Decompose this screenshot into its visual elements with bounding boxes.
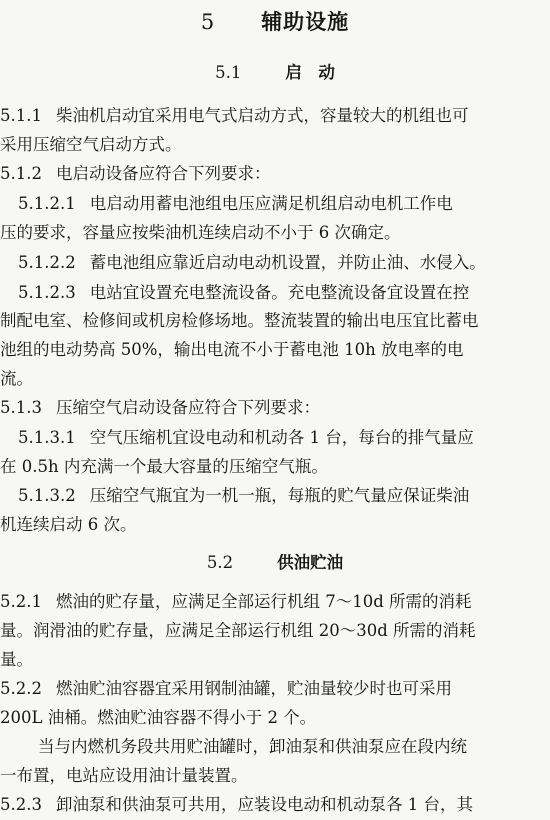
clause-5-1-2-3-line2: 制配电室、检修间或机房检修场地。整流装置的输出电压宜比蓄电	[0, 311, 479, 330]
clause-number: 5.2.2	[0, 679, 42, 698]
clause-text: 蓄电池组应靠近启动电动机设置，并防止油、水侵入。	[89, 253, 486, 272]
clause-text: 燃油的贮存量，应满足全部运行机组 7～10d 所需的消耗	[55, 592, 472, 611]
clause-5-2-2-para2-line1: 当与内燃机务段共用贮油罐时，卸油泵和供油泵应在段内统	[38, 737, 467, 756]
clause-number: 5.1.2	[0, 164, 42, 183]
clause-number: 5.1.2.1	[18, 194, 76, 213]
clause-5-2-2-para2-line2: 一布置，电站应设用油计量装置。	[0, 766, 248, 785]
section-number: 5.1	[215, 63, 242, 82]
clause-text: 压缩空气瓶宜为一机一瓶，每瓶的贮气量应保证柴油	[89, 486, 470, 505]
clause-5-2-1-line2: 量。润滑油的贮存量，应满足全部运行机组 20～30d 所需的消耗	[0, 621, 476, 640]
section-title: 启 动	[285, 63, 335, 82]
clause-number: 5.1.3.2	[18, 486, 76, 505]
clause-5-1-3	[0, 395, 540, 421]
clause-5-2-1-line1	[0, 589, 540, 615]
chapter-number: 5	[200, 10, 216, 34]
clause-text: 电站宜设置充电整流设备。充电整流设备宜设置在控	[89, 283, 470, 302]
clause-number: 5.1.2.3	[18, 283, 76, 302]
clause-5-1-3-1-line2: 在 0.5h 内充满一个最大容量的压缩空气瓶。	[0, 457, 328, 476]
clause-text: 燃油贮油容器宜采用钢制油罐，贮油量较少时也可采用	[55, 679, 452, 698]
chapter-title-text: 辅助设施	[261, 9, 350, 34]
clause-text: 柴油机启动宜采用电气式启动方式，容量较大的机组也可	[55, 106, 469, 125]
clause-text: 电启动用蓄电池组电压应满足机组启动电机工作电	[89, 194, 453, 213]
clause-text: 电启动设备应符合下列要求：	[55, 164, 271, 183]
clause-5-2-3	[0, 792, 540, 818]
clause-number: 5.2.1	[0, 592, 42, 611]
chapter-title	[0, 6, 550, 36]
clause-5-2-2-line1	[0, 676, 540, 702]
clause-5-1-2-3-line4: 流。	[0, 369, 33, 388]
section-number: 5.2	[206, 553, 234, 572]
section-heading-5-2	[0, 549, 550, 573]
clause-5-1-2-3-line1	[0, 280, 550, 306]
section-heading-5-1	[0, 59, 550, 83]
clause-text: 压缩空气启动设备应符合下列要求：	[55, 398, 320, 417]
clause-5-1-2-3-line3: 池组的电动势高 50%，输出电流不小于蓄电池 10h 放电率的电	[0, 340, 464, 359]
clause-5-1-1-line1	[0, 103, 540, 129]
clause-number: 5.1.2.2	[18, 253, 76, 272]
clause-5-1-2-1-line2: 压的要求，容量应按柴油机连续启动不小于 6 次确定。	[0, 223, 401, 242]
clause-5-1-1-line2: 采用压缩空气启动方式。	[0, 135, 182, 154]
clause-5-1-2-1-line1	[0, 191, 550, 217]
clause-5-2-2-line2: 200L 油桶。燃油贮油容器不得小于 2 个。	[0, 708, 317, 727]
clause-5-1-3-2-line1	[0, 483, 550, 509]
clause-5-2-1-line3: 量。	[0, 650, 33, 669]
clause-number: 5.1.3	[0, 398, 42, 417]
clause-5-1-3-1-line1	[0, 425, 550, 451]
clause-5-1-2-2	[0, 250, 550, 276]
clause-number: 5.1.3.1	[18, 428, 76, 447]
section-title: 供油贮油	[277, 553, 344, 572]
clause-text: 卸油泵和供油泵可共用，应装设电动和机动泵各 1 台，其	[55, 795, 473, 814]
clause-number: 5.2.3	[0, 795, 42, 814]
clause-number: 5.1.1	[0, 106, 42, 125]
clause-text: 空气压缩机宜设电动和机动各 1 台，每台的排气量应	[89, 428, 474, 447]
clause-5-1-2	[0, 161, 540, 187]
clause-5-1-3-2-line2: 机连续启动 6 次。	[0, 515, 137, 534]
